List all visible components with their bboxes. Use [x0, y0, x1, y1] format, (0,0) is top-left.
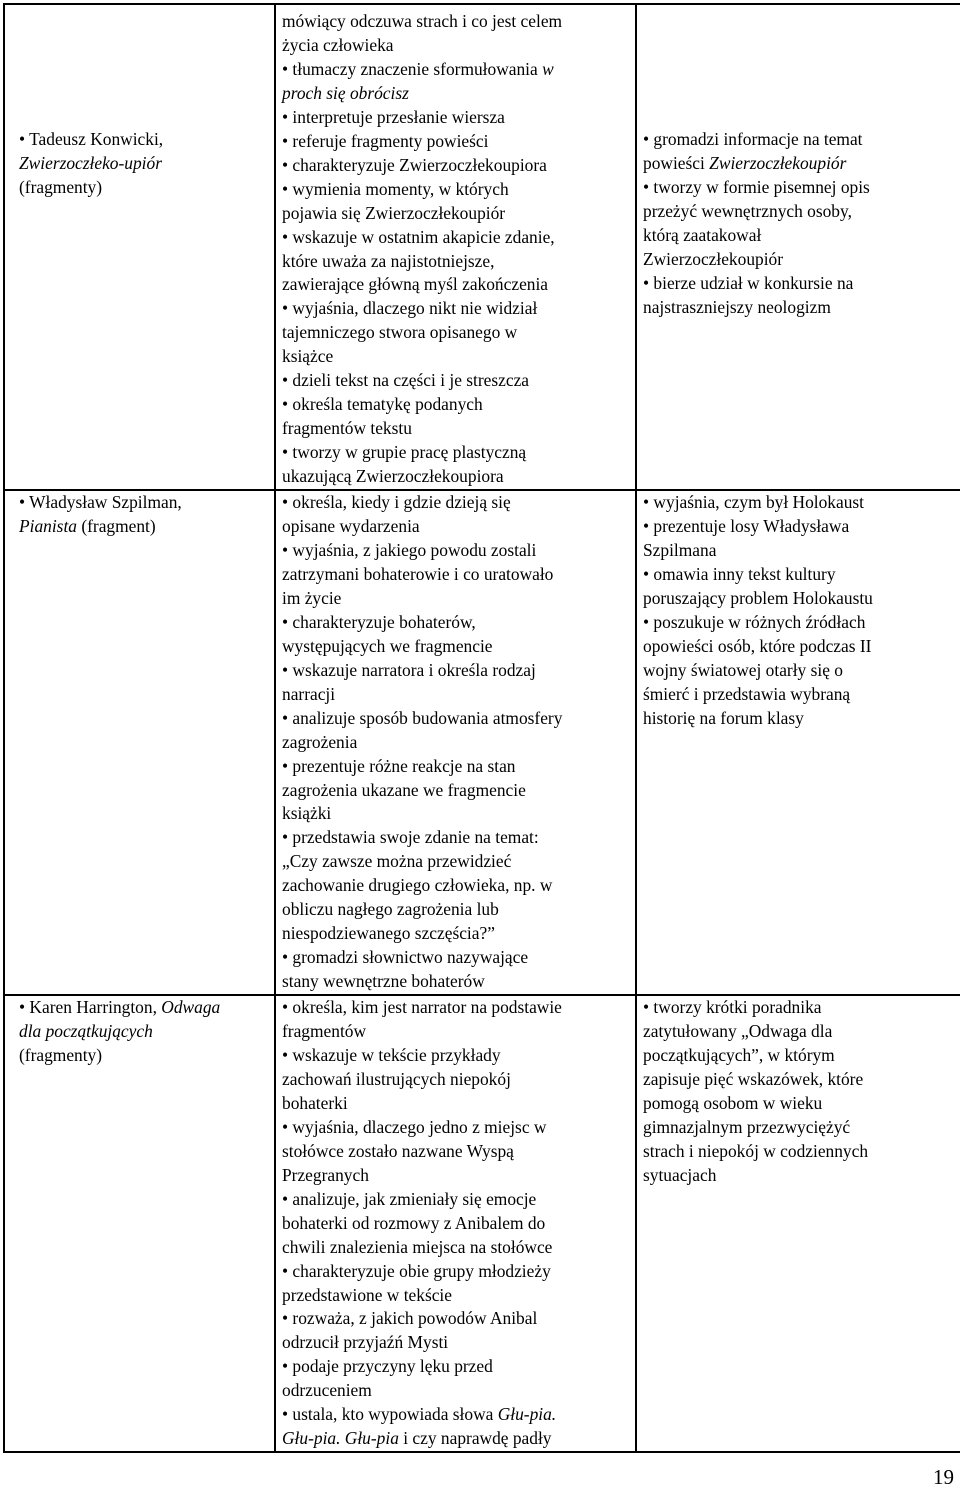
- basic-requirements-cell: [275, 995, 636, 1452]
- text-line: zatrzymani bohaterowie i co uratowało: [282, 563, 554, 584]
- text-line: • tłumaczy znaczenie sformułowania w: [282, 58, 554, 79]
- text-line: książce: [282, 346, 334, 367]
- text-line: • ustala, kto wypowiada słowa Głu-pia.: [282, 1404, 557, 1425]
- text-line: • Tadeusz Konwicki,: [19, 129, 164, 149]
- text-line: śmierć i przedstawia wybraną: [643, 683, 851, 704]
- text-line: gimnazjalnym przezwyciężyć: [643, 1116, 851, 1137]
- extended-requirements-cell: [636, 490, 960, 995]
- text-line: Przegranych: [282, 1164, 369, 1185]
- text-line: (fragmenty): [19, 176, 103, 197]
- text-line: • wyjaśnia, dlaczego nikt nie widział: [282, 298, 538, 319]
- text-line: • tworzy w grupie pracę plastyczną: [282, 442, 527, 463]
- basic-requirements-cell: [275, 4, 636, 490]
- text-line: fragmentów: [282, 1021, 367, 1042]
- text-line: Szpilmana: [643, 539, 717, 560]
- text-line: • Karen Harrington, Odwaga: [19, 997, 221, 1018]
- text-line: bohaterki: [282, 1092, 348, 1113]
- text-line: • wyjaśnia, dlaczego jedno z miejsc w: [282, 1116, 547, 1137]
- text-line: • dzieli tekst na części i je streszcza: [282, 370, 530, 391]
- text-line: • określa, kim jest narrator na podstawie: [282, 997, 562, 1018]
- text-line: wojny światowej otarły się o: [643, 659, 843, 680]
- text-line: • przedstawia swoje zdanie na temat:: [282, 827, 539, 848]
- text-line: początkujących”, w którym: [643, 1044, 835, 1065]
- text-line: zachowanie drugiego człowieka, np. w: [282, 875, 553, 896]
- text-line: historię na forum klasy: [643, 707, 804, 728]
- extended-requirements-cell: [636, 995, 960, 1452]
- text-line: odrzuceniem: [282, 1380, 372, 1401]
- text-line: opowieści osób, które podczas II: [643, 635, 872, 656]
- text-line: Głu-pia. Głu-pia i czy naprawdę padły: [282, 1428, 552, 1449]
- text-line: stołówce zostało nazwane Wyspą: [282, 1140, 514, 1161]
- text-line: przedstawione w tekście: [282, 1284, 452, 1305]
- text-line: zachowań ilustrujących niepokój: [282, 1068, 511, 1089]
- text-line: Zwierzoczłekoupiór: [643, 248, 784, 269]
- text-line: • prezentuje różne reakcje na stan: [282, 755, 516, 776]
- text-line: „Czy zawsze można przewidzieć: [282, 851, 512, 872]
- text-line: • określa, kiedy i gdzie dzieją się: [282, 492, 511, 513]
- text-line: • charakteryzuje Zwierzoczłekoupiora: [282, 154, 547, 175]
- text-line: • interpretuje przesłanie wiersza: [282, 106, 505, 127]
- text-line: Zwierzoczłeko-upiór: [19, 152, 162, 173]
- text-line: bohaterki od rozmowy z Anibalem do: [282, 1212, 546, 1233]
- text-line: strach i niepokój w codziennych: [643, 1140, 869, 1161]
- text-line: odrzucił przyjaźń Mysti: [282, 1332, 449, 1353]
- text-line: zagrożenia: [282, 731, 358, 752]
- text-line: stany wewnętrzne bohaterów: [282, 971, 485, 992]
- text-line: pomogą osobom w wieku: [643, 1092, 823, 1113]
- reading-title-cell: [4, 995, 275, 1452]
- text-line: im życie: [282, 587, 342, 608]
- table-row: [4, 490, 960, 995]
- text-line: • podaje przyczyny lęku przed: [282, 1356, 493, 1377]
- text-line: fragmentów tekstu: [282, 418, 412, 439]
- text-line: • określa tematykę podanych: [282, 394, 483, 415]
- text-line: • Władysław Szpilman,: [19, 492, 182, 513]
- text-line: powieści Zwierzoczłekoupiór: [643, 152, 847, 173]
- text-line: • wyjaśnia, czym był Holokaust: [643, 492, 865, 513]
- text-line: dla początkujących: [19, 1021, 153, 1042]
- extended-requirements-cell: [636, 4, 960, 490]
- text-line: • rozważa, z jakich powodów Anibal: [282, 1308, 538, 1329]
- text-line: narracji: [282, 683, 336, 704]
- text-line: poruszający problem Holokaustu: [643, 587, 873, 608]
- text-line: zawierające główną myśl zakończenia: [282, 274, 549, 295]
- text-line: niespodziewanego szczęścia?”: [282, 923, 495, 944]
- table-row: [4, 995, 960, 1452]
- text-line: zatytułowany „Odwaga dla: [643, 1021, 833, 1042]
- text-line: • referuje fragmenty powieści: [282, 130, 489, 151]
- text-line: występujących we fragmencie: [282, 635, 493, 656]
- text-line: proch się obrócisz: [282, 82, 409, 103]
- text-line: opisane wydarzenia: [282, 516, 420, 537]
- text-line: sytuacjach: [643, 1164, 717, 1185]
- reading-title-cell: [4, 4, 275, 490]
- text-line: • poszukuje w różnych źródłach: [643, 611, 866, 632]
- text-line: życia człowieka: [282, 34, 394, 55]
- text-line: które uważa za najistotniejsze,: [282, 250, 495, 271]
- text-line: przeżyć wewnętrznych osoby,: [643, 200, 852, 221]
- curriculum-table: [3, 3, 960, 1453]
- text-line: Pianista (fragment): [19, 516, 156, 537]
- text-line: • charakteryzuje obie grupy młodzieży: [282, 1260, 551, 1281]
- text-line: najstraszniejszy neologizm: [643, 296, 831, 317]
- text-line: • gromadzi słownictwo nazywające: [282, 947, 529, 968]
- text-line: zagrożenia ukazane we fragmencie: [282, 779, 526, 800]
- text-line: obliczu nagłego zagrożenia lub: [282, 899, 499, 920]
- text-line: • charakteryzuje bohaterów,: [282, 611, 476, 632]
- text-line: • wskazuje w ostatnim akapicie zdanie,: [282, 226, 555, 247]
- text-line: • analizuje, jak zmieniały się emocje: [282, 1188, 537, 1209]
- text-line: książki: [282, 803, 332, 824]
- reading-title-cell: [4, 490, 275, 995]
- text-line: • bierze udział w konkursie na: [643, 272, 854, 293]
- table-row: [4, 4, 960, 490]
- text-line: • omawia inny tekst kultury: [643, 563, 836, 584]
- text-line: • analizuje sposób budowania atmosfery: [282, 707, 563, 728]
- text-line: • wyjaśnia, z jakiego powodu zostali: [282, 539, 537, 560]
- text-line: • wskazuje narratora i określa rodzaj: [282, 659, 536, 680]
- text-line: • tworzy w formie pisemnej opis: [643, 176, 870, 197]
- text-line: (fragmenty): [19, 1044, 103, 1065]
- text-line: pojawia się Zwierzoczłekoupiór: [282, 202, 506, 223]
- page-number: 19: [933, 1465, 954, 1489]
- text-line: tajemniczego stwora opisanego w: [282, 322, 518, 343]
- text-line: chwili znalezienia miejsca na stołówce: [282, 1236, 553, 1257]
- text-line: • tworzy krótki poradnika: [643, 997, 822, 1018]
- text-line: • wskazuje w tekście przykłady: [282, 1044, 501, 1065]
- text-line: • gromadzi informacje na temat: [643, 129, 863, 149]
- text-line: zapisuje pięć wskazówek, które: [643, 1068, 864, 1089]
- text-line: którą zaatakował: [643, 224, 762, 245]
- text-line: • prezentuje losy Władysława: [643, 516, 850, 537]
- text-line: ukazującą Zwierzoczłekoupiora: [282, 466, 504, 487]
- basic-requirements-cell: [275, 490, 636, 995]
- text-line: • wymienia momenty, w których: [282, 178, 509, 199]
- text-line: mówiący odczuwa strach i co jest celem: [282, 11, 563, 31]
